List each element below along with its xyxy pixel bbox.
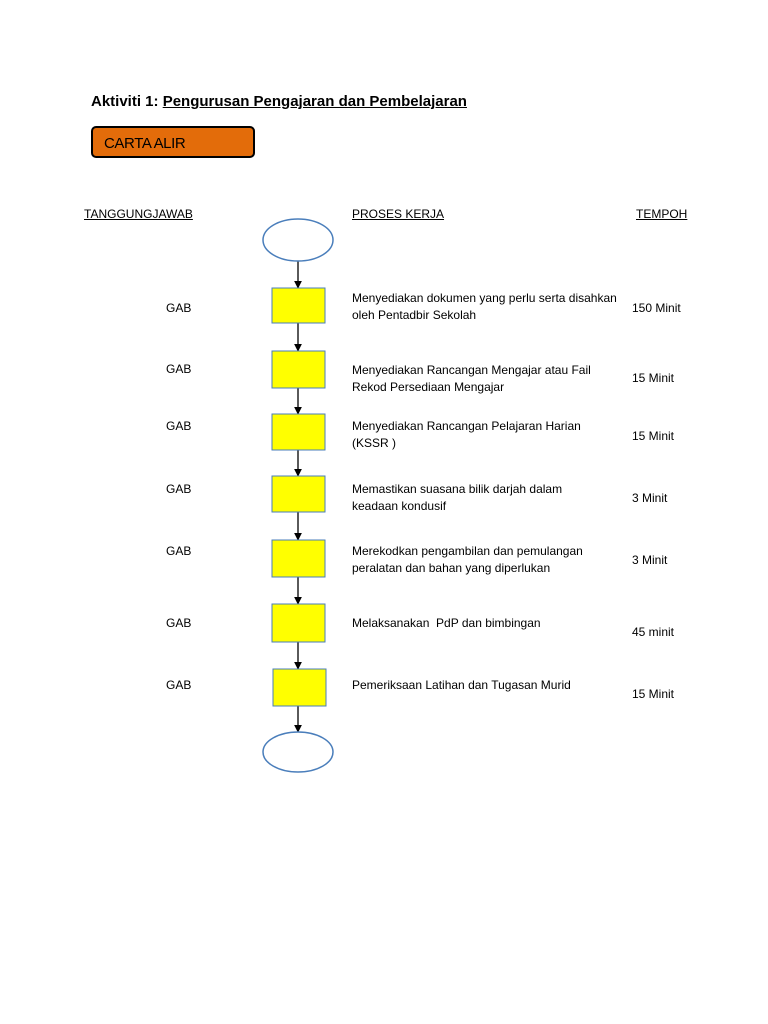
step-duration: 3 Minit [632,491,668,505]
header-duration: TEMPOH [636,207,688,221]
process-box [272,540,325,577]
step-duration: 150 Minit [632,301,681,315]
step-duration: 15 Minit [632,429,675,443]
end-terminator [263,732,333,772]
step-duration: 45 minit [632,625,675,639]
process-box [273,669,326,706]
process-box [272,476,325,512]
header-responsibility: TANGGUNGJAWAB [84,207,193,221]
process-box [272,414,325,450]
step-process: Pemeriksaan Latihan dan Tugasan Murid [352,678,571,692]
step-responsibility: GAB [166,482,192,496]
step-process: Menyediakan Rancangan Mengajar atau Fail Rekod Persediaan Mengajar [352,363,591,394]
process-box [272,351,325,388]
step-process: Menyediakan dokumen yang perlu serta disahkan oleh Pentadbir Sekolah [352,291,617,322]
step-process: Melaksanakan PdP dan bimbingan [352,616,541,630]
process-box [272,604,325,642]
step-process: Merekodkan pengambilan dan pemulangan peralatan dan bahan yang diperlukan [352,544,583,575]
step-responsibility: GAB [166,362,192,376]
activity-title-prefix: Aktiviti 1: [91,93,163,110]
step-duration: 3 Minit [632,553,668,567]
step-process: Memastikan suasana bilik darjah dalam keadaan kondusif [352,482,563,513]
flowchart-badge: CARTA ALIR [91,126,255,158]
step-responsibility: GAB [166,301,192,315]
step-responsibility: GAB [166,544,192,558]
step-duration: 15 Minit [632,371,675,385]
step-responsibility: GAB [166,419,192,433]
header-process: PROSES KERJA [352,207,445,221]
activity-title-main: Pengurusan Pengajaran dan Pembelajaran [162,93,467,110]
step-duration: 15 Minit [632,687,675,701]
step-responsibility: GAB [166,678,192,692]
start-terminator [263,219,333,261]
process-box [272,288,325,323]
step-process: Menyediakan Rancangan Pelajaran Harian (KSSR ) [352,419,581,450]
step-responsibility: GAB [166,616,192,630]
